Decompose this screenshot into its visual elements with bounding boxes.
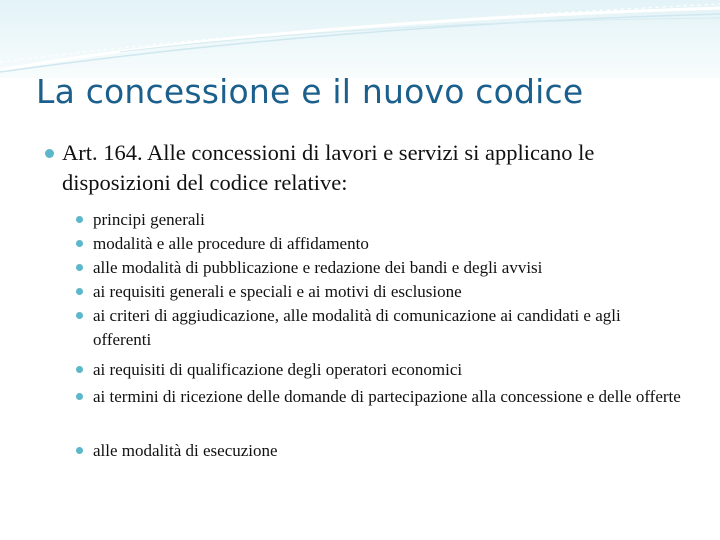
list-item: alle modalità di pubblicazione e redazione dei bandi e degli avvisi — [93, 258, 543, 277]
list-item: ai requisiti di qualificazione degli operatori economici — [93, 360, 463, 379]
bullet-icon — [76, 366, 83, 373]
bullet-icon — [76, 288, 83, 295]
intro-text: Art. 164. Alle concessioni di lavori e servizi si applicano le disposizioni del codice relative: — [62, 140, 595, 195]
list-item: alle modalità di esecuzione — [93, 441, 278, 460]
bullet-icon — [76, 240, 83, 247]
list-item: ai criteri di aggiudicazione, alle modalità di comunicazione ai candidati e agli offerenti — [93, 306, 621, 349]
bullet-icon — [76, 216, 83, 223]
bullet-icon — [45, 149, 54, 158]
decorative-swoosh — [0, 0, 720, 80]
list-item: principi generali — [93, 210, 205, 229]
bullet-icon — [76, 264, 83, 271]
slide-title: La concessione e il nuovo codice — [36, 72, 584, 111]
list-item: ai termini di ricezione delle domande di partecipazione alla concessione e delle offerte — [93, 387, 681, 406]
list-item: ai requisiti generali e speciali e ai motivi di esclusione — [93, 282, 462, 301]
bullet-icon — [76, 447, 83, 454]
bullet-icon — [76, 393, 83, 400]
list-item: modalità e alle procedure di affidamento — [93, 234, 369, 253]
bullet-icon — [76, 312, 83, 319]
